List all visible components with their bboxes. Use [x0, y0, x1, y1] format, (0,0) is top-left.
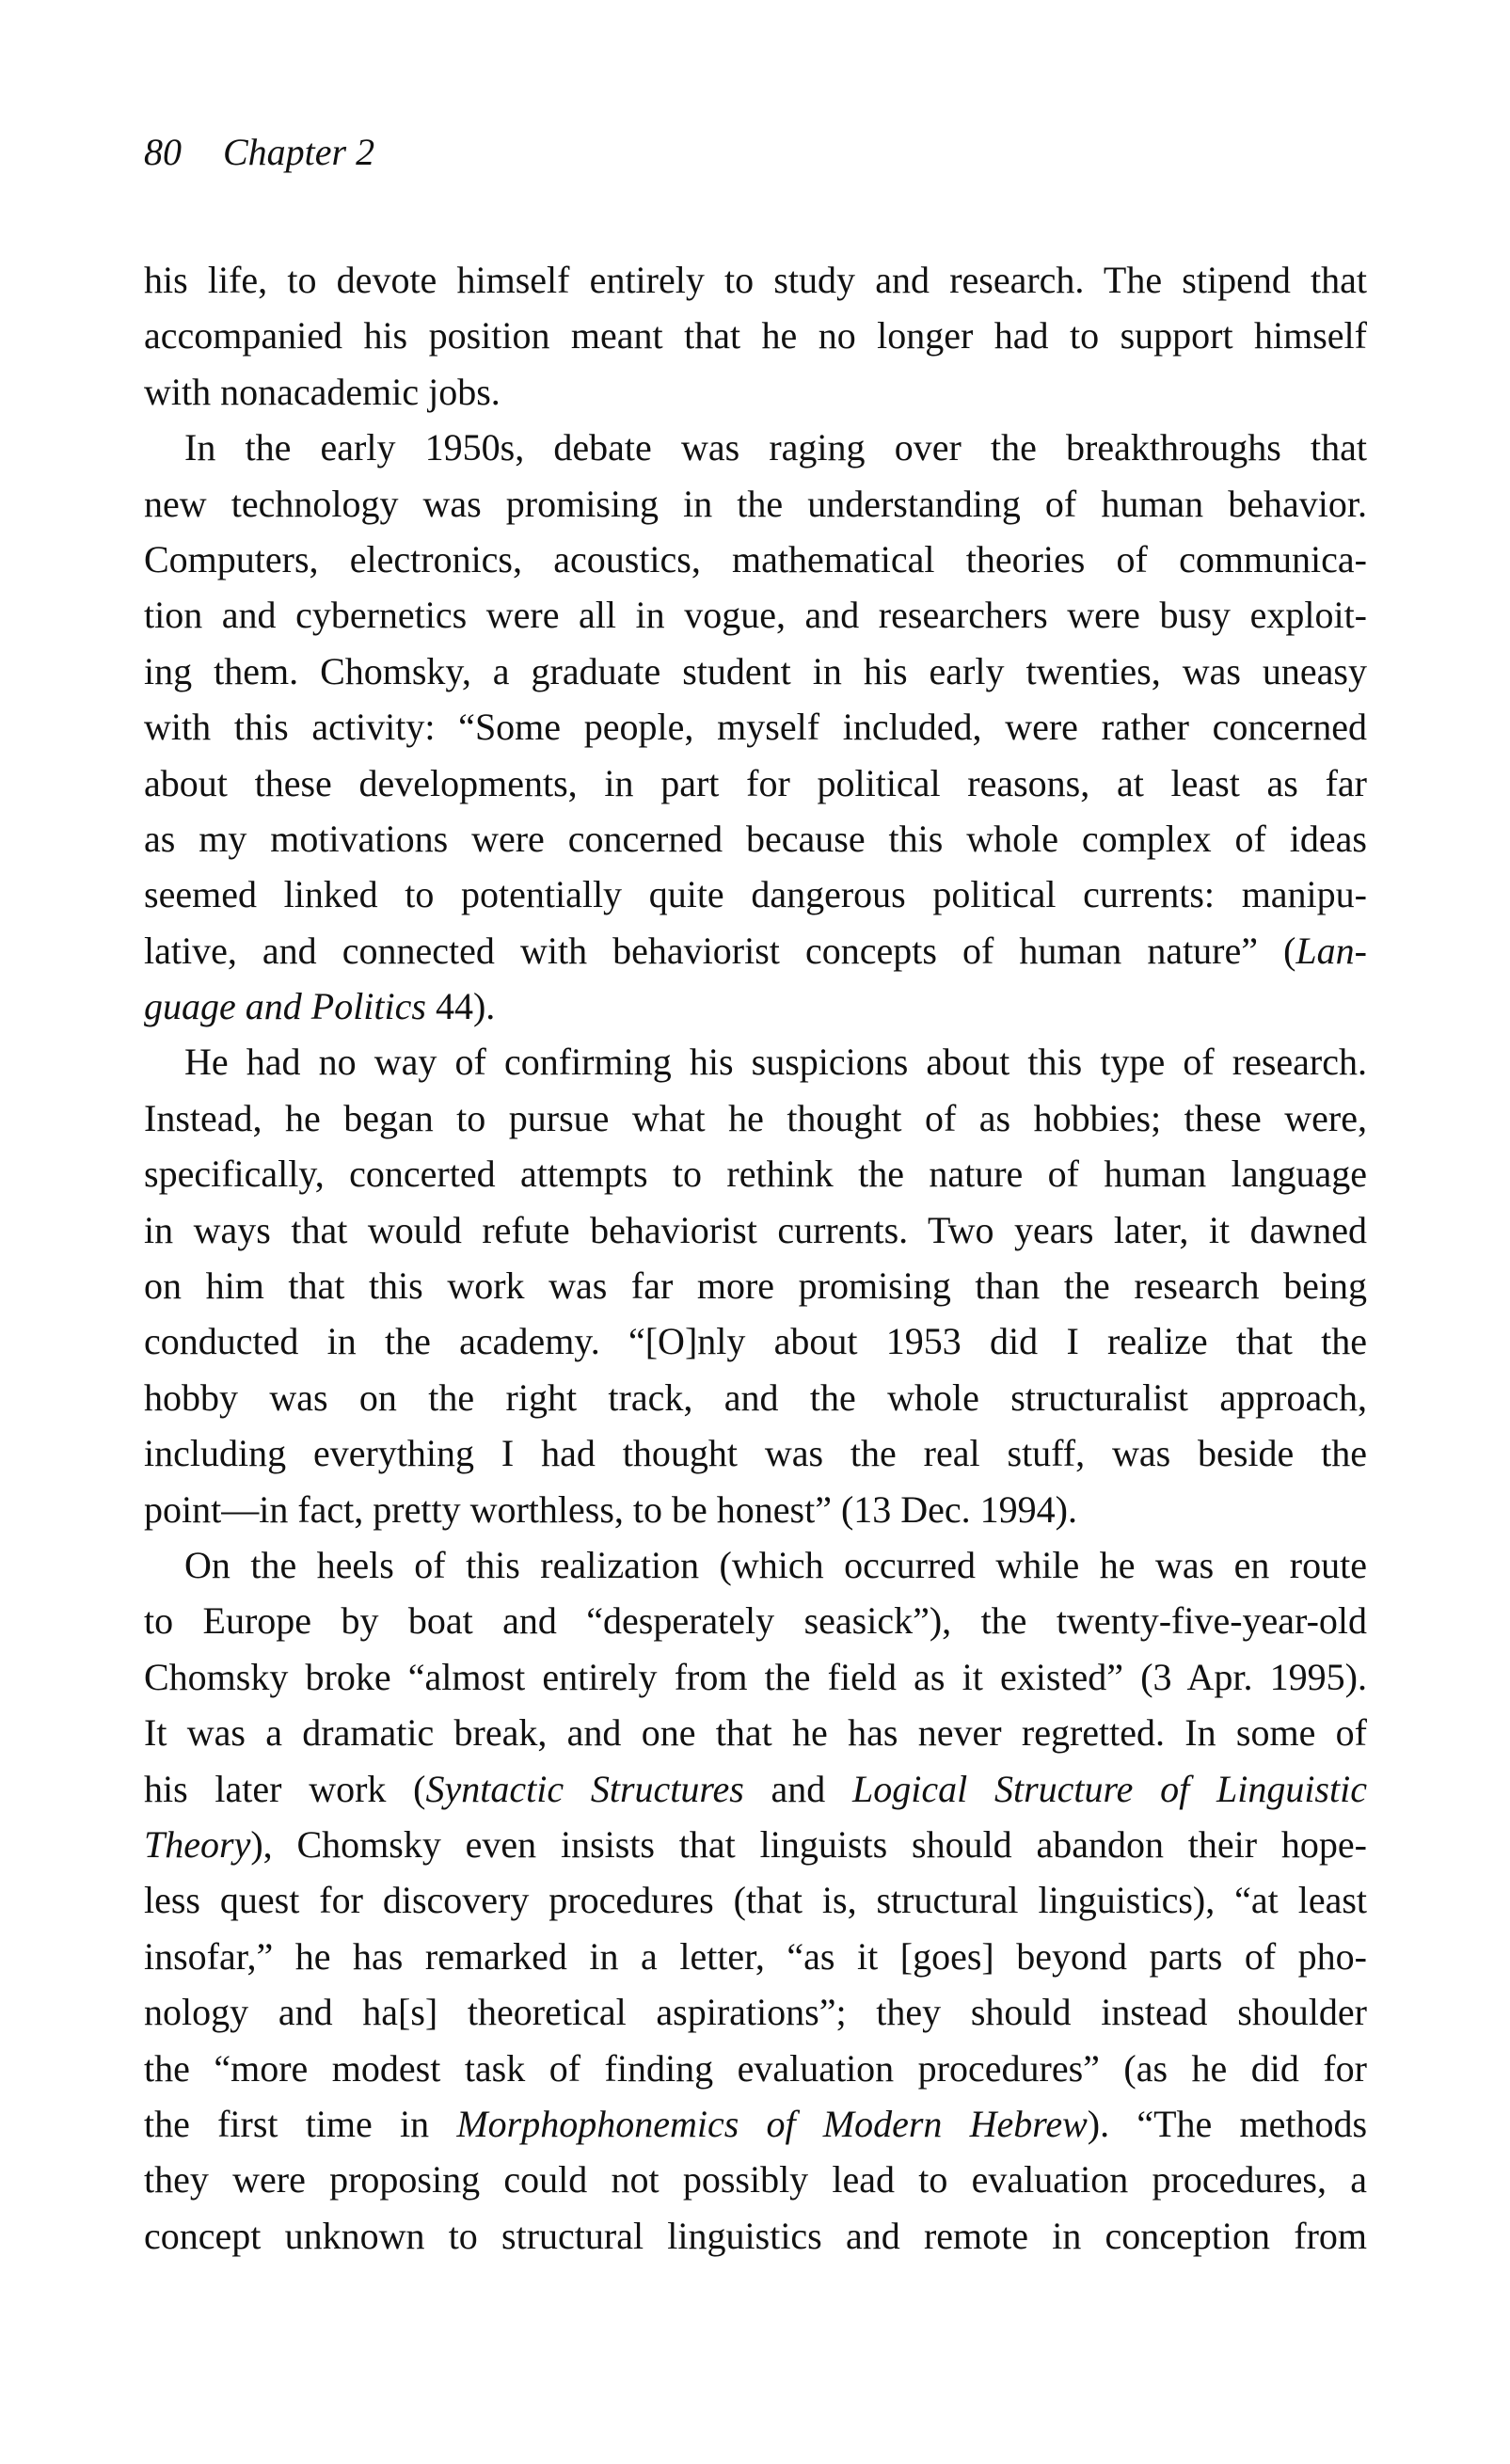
text-line: accompanied his position meant that he no longer had to support himself — [144, 314, 1367, 358]
text-line: hobby was on the right track, and the whole structuralist approach, — [144, 1375, 1367, 1419]
text-line: concept unknown to structural linguistics and remote in conception from — [144, 2214, 1367, 2257]
text-line: about these developments, in part for political reasons, at least as far — [144, 761, 1367, 804]
text-line: tion and cybernetics were all in vogue, and researchers were busy exploit- — [144, 594, 1367, 637]
text-line: ing them. Chomsky, a graduate student in his early twenties, was uneasy — [144, 649, 1367, 692]
text-line: On the heels of this realization (which occurred while he was en route — [184, 1543, 1367, 1586]
text-line: less quest for discovery procedures (that is, structural linguistics), “at least — [144, 1879, 1367, 1922]
text-line: Theory), Chomsky even insists that linguists should abandon their hope- — [144, 1822, 1367, 1866]
text-line: In the early 1950s, debate was raging over the breakthroughs that — [184, 426, 1367, 469]
text-line: his later work (Syntactic Structures and Logical Structure of Linguistic — [144, 1767, 1367, 1810]
book-page — [144, 0, 1367, 2464]
text-line: with nonacademic jobs. — [144, 370, 501, 413]
text-line: He had no way of confirming his suspicions about this type of research. — [184, 1041, 1367, 1084]
text-line: Computers, electronics, acoustics, mathematical theories of communica- — [144, 537, 1367, 580]
text-line: It was a dramatic break, and one that he has never regretted. In some of — [144, 1711, 1367, 1755]
text-line: insofar,” he has remarked in a letter, “as it [goes] beyond parts of pho- — [144, 1934, 1367, 1978]
text-line: new technology was promising in the understanding of human behavior. — [144, 482, 1367, 525]
body-text — [144, 252, 1367, 2264]
text-line: they were proposing could not possibly lead to evaluation procedures, a — [144, 2158, 1367, 2202]
text-line: to Europe by boat and “desperately seasick”), the twenty-five-year-old — [144, 1599, 1367, 1643]
text-line: conducted in the academy. “[O]nly about 1953 did I realize that the — [144, 1320, 1367, 1363]
text-line: nology and ha[s] theoretical aspirations”; they should instead shoulder — [144, 1991, 1367, 2034]
text-line: the first time in Morphophonemics of Modern Hebrew). “The methods — [144, 2102, 1367, 2145]
text-line: lative, and connected with behaviorist concepts of human nature” (Lan- — [144, 929, 1367, 972]
text-line: seemed linked to potentially quite dangerous political currents: manipu- — [144, 873, 1367, 916]
text-line: Instead, he began to pursue what he thought of as hobbies; these were, — [144, 1096, 1367, 1139]
text-line: Chomsky broke “almost entirely from the field as it existed” (3 Apr. 1995). — [144, 1655, 1367, 1698]
page-number: 80 — [144, 131, 182, 173]
text-line: point—in fact, pretty worthless, to be honest” (13 Dec. 1994). — [144, 1487, 1077, 1531]
chapter-title: Chapter 2 — [223, 131, 375, 173]
text-line: guage and Politics 44). — [144, 985, 496, 1028]
text-line: with this activity: “Some people, myself included, were rather concerned — [144, 706, 1367, 749]
text-line: including everything I had thought was the real stuff, was beside the — [144, 1432, 1367, 1475]
text-line: the “more modest task of finding evaluation procedures” (as he did for — [144, 2046, 1367, 2090]
text-line: in ways that would refute behaviorist currents. Two years later, it dawned — [144, 1208, 1367, 1251]
text-line: his life, to devote himself entirely to study and research. The stipend that — [144, 259, 1367, 301]
text-line: specifically, concerted attempts to rethink the nature of human language — [144, 1153, 1367, 1196]
running-head — [144, 130, 374, 175]
text-line: as my motivations were concerned because this whole complex of ideas — [144, 817, 1367, 860]
text-line: on him that this work was far more promising than the research being — [144, 1264, 1367, 1308]
